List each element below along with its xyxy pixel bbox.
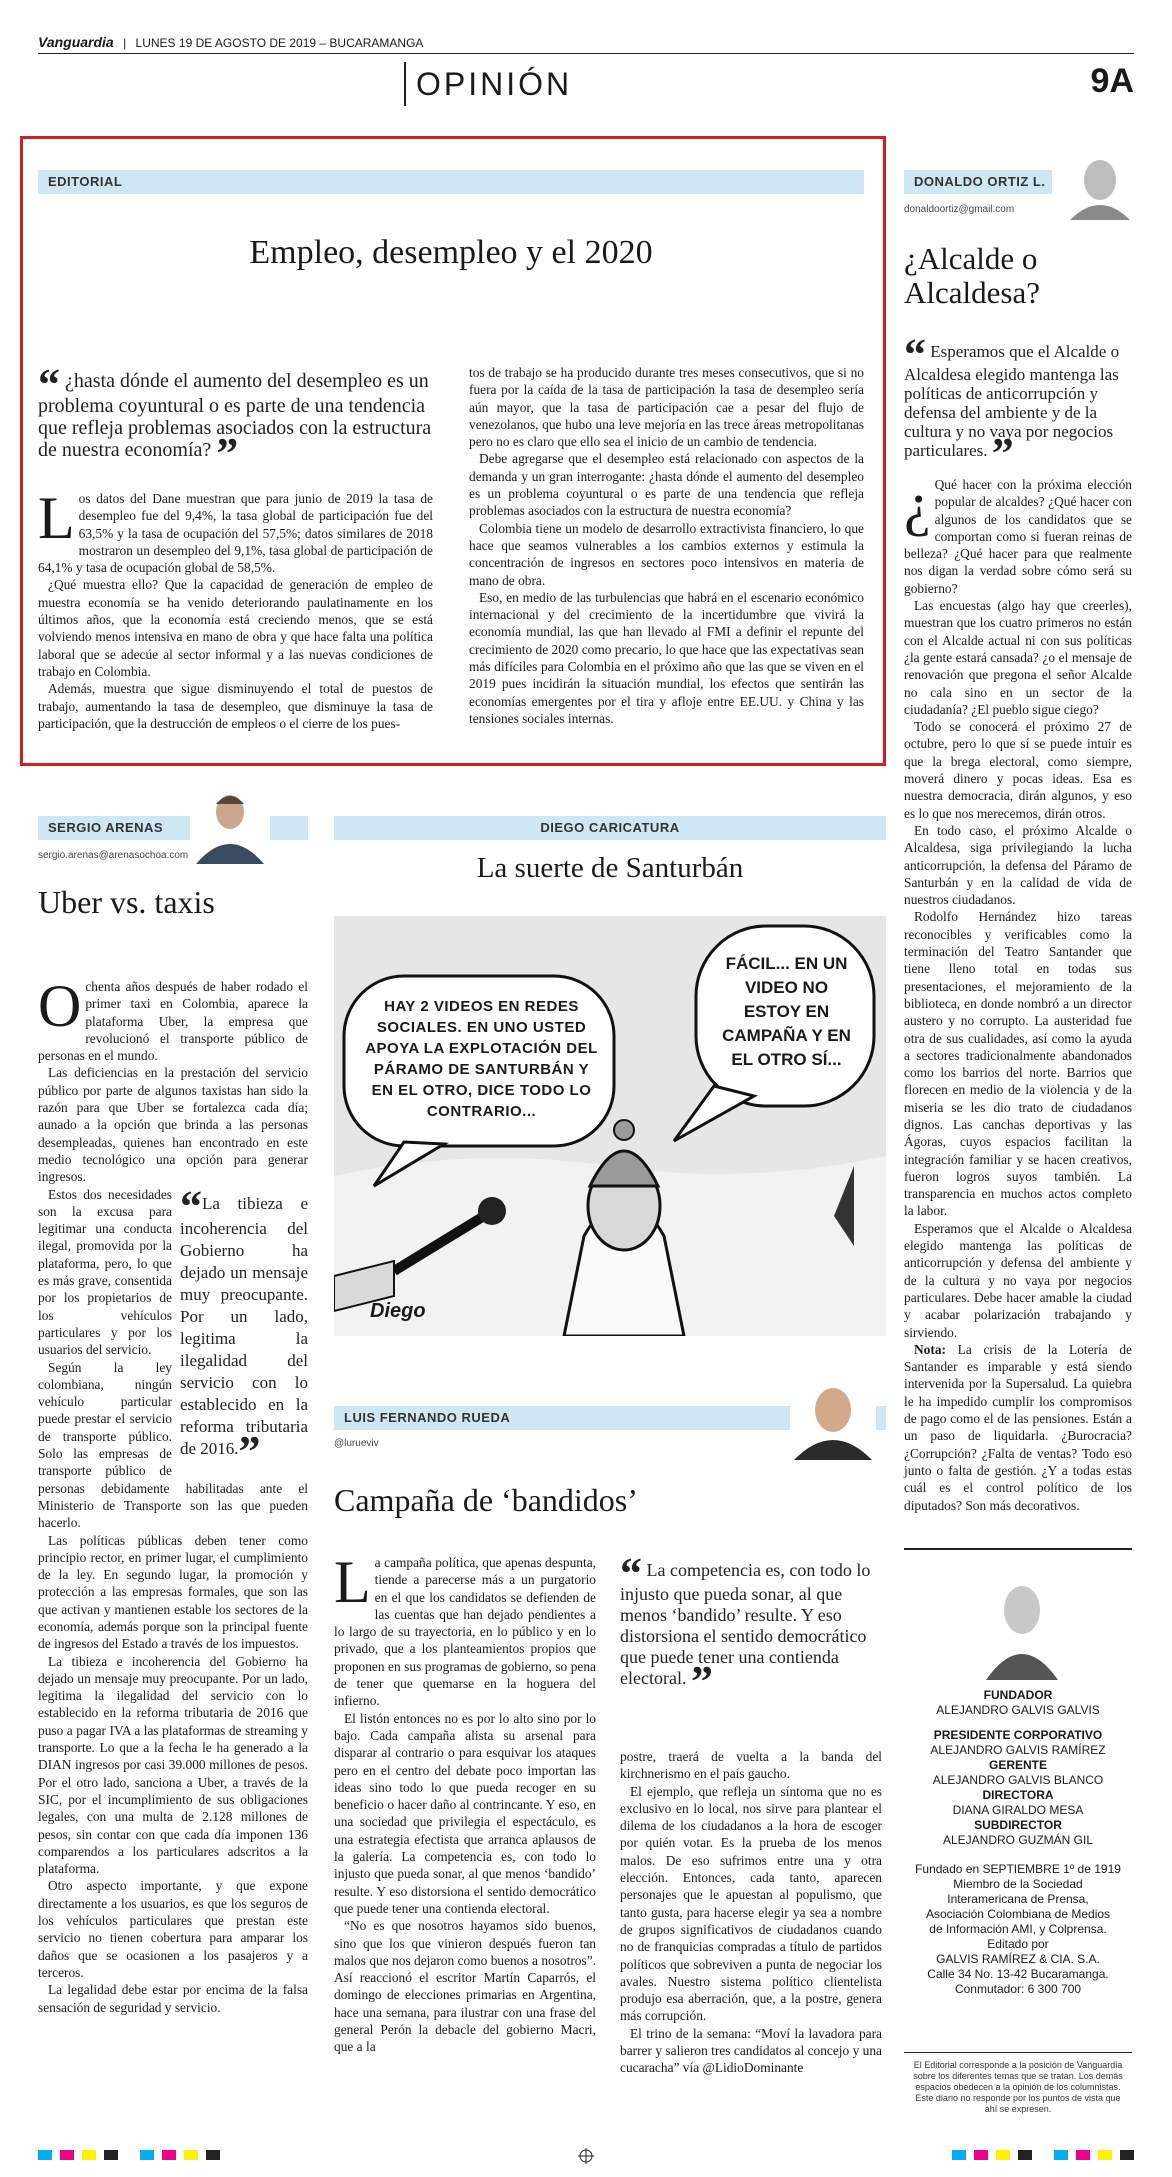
paragraph: Todo se conocerá el próximo 27 de octubre, pero lo que sí se puede intuir es que la brega electoral, como siempre, moverá dinero y pocas ideas. Esa es nuestra democracia, dirán algunos, y eso es lo que nos merecemos, dirán otros. — [904, 719, 1132, 821]
paragraph: Estos dos necesidades son la excusa para legitimar una conducta ilegal, promovida por la plataforma, pero, lo que es más grave, consentida por los propietarios de los vehículos particulares y por los usuarios del servicio. — [38, 1186, 172, 1358]
staff-box — [904, 1688, 1132, 1997]
close-quote-icon: ” — [238, 1426, 261, 1476]
columnist-photo-ortiz — [1052, 150, 1132, 220]
editorial-label: EDITORIAL — [38, 170, 864, 194]
staff-info: Fundado en SEPTIEMBRE 1º de 1919 — [915, 1862, 1121, 1876]
paragraph: Eso, en medio de las turbulencias que habrá en el escenario económico internacional y del crecimiento de la incertidumbre que vivirá la economía mundial, las que han llevado al FMI a definir el repunte del crecimiento de 2020 como precario, lo que hace que las expectativas sean más difíciles para Colombia en el próximo año que las que se viven en el 2019 pues incidirán la situación mundial, los efectos que sentirán las economías emergentes por el tira y afloje entre EE.UU. y China y las tensiones sociales internas. — [469, 589, 864, 726]
staff-name: ALEJANDRO GALVIS BLANCO — [932, 1773, 1104, 1787]
columnist-handle-rueda: @lurueviv — [334, 1438, 379, 1449]
pullquote-arenas — [180, 1181, 308, 1476]
paragraph: ¿Qué muestra ello? Que la capacidad de generación de empleo de muestra economía se ha venido deteriorando paulatinamente en los últimos años, que la economía está creciendo menos, que se está volviendo menos intensiva en mano de obra y que hace falta una política laboral que se adecúe al sector informal y a las nuevas condiciones de trabajo en Colombia. — [38, 577, 433, 679]
dropcap: L — [38, 485, 75, 551]
registration-mark-icon — [578, 2148, 594, 2164]
columnist-email-arenas: sergio.arenas@arenasochoa.com — [38, 850, 189, 861]
paragraph: El listón entonces no es por lo alto sino por lo bajo. Cada campaña alista su arsenal para disparar al contrario o para esquivar los ataques pero en el centro del debate poco importan las ideas sino todo lo que pueda recoger en su beneficio o hacer daño al contrincante. Y eso, en una sociedad que privilegia el espectáculo, es una estrategia efectista que arranca aplausos de la galería. La competencia es, con todo lo injusto que pueda sonar, al que menos ‘bandido’ resulte. Y eso distorsiona el sentido democrático que puede tener una contienda electoral. — [334, 1710, 596, 1916]
paragraph: En todo caso, el próximo Alcalde o Alcaldesa, siga privilegiando la lucha anticorrupción, la defensa del Páramo de Santurbán y en la calidad de vida de nuestros ciudadanos. — [904, 822, 1132, 908]
columnist-label-rueda: LUIS FERNANDO RUEDA — [334, 1406, 886, 1430]
disclaimer: El Editorial corresponde a la posición de Vanguardia sobre los diferentes temas que se tratan. Los demás espacios obedecen a la opinión de los columnistas. Este diario no responde por los puntos de vista que ahí se expresen. — [913, 2060, 1123, 2114]
column-body-rueda-1 — [334, 1549, 596, 2056]
open-quote-icon: “ — [38, 360, 60, 409]
staff-name: ALEJANDRO GUZMÁN GIL — [942, 1833, 1094, 1847]
pullquote-text: Esperamos que el Alcalde o Alcaldesa elegido mantenga las políticas de anticorrupción y defensa del ambiente y de la cultura y no vaya por negocios particulares. — [904, 342, 1120, 460]
columnist-email-ortiz: donaldoortiz@gmail.com — [904, 204, 1015, 215]
staff-role: FUNDADOR — [983, 1688, 1053, 1702]
columnist-label-ortiz: DONALDO ORTIZ L. — [904, 170, 1132, 194]
column-title-rueda: Campaña de ‘bandidos’ — [334, 1482, 638, 1518]
staff-info: Miembro de la Sociedad — [953, 1877, 1083, 1891]
paragraph: Las políticas públicas deben tener como principio rector, en primer lugar, el cumplimiento de la ley. En segundo lugar, la promoción y protección a las empresas formales, que son las que activan y mantienen estable los sectores de la economía, además porque son la principal fuente de ingresos del Estado a través de los impuestos. — [38, 1532, 308, 1652]
paragraph: Esperamos que el Alcalde o Alcaldesa elegido mantenga las políticas de anticorrupción y defensa del ambiente y de la cultura y no vaya por negocios particulares. Debe hacer amable la ciudad y acabar polarización trabajando y sirviendo. — [904, 1220, 1132, 1340]
pullquote-text: ¿hasta dónde el aumento del desempleo es un problema coyuntural o es parte de una tendencia que refleja problemas asociados con la estructura de nuestra economía? — [38, 370, 432, 461]
paragraph: “No es que nosotros hayamos sido buenos, sino que los que vinieron después fueron tan malos que nos dejaron como buenos a nosotros”. Así reaccionó el escritor Martín Caparrós, el domingo de elecciones primarias en Argentina, hace una semana, para ilustrar con una frase del general Perón la debacle del gobierno Macri, que a la — [334, 1918, 596, 2055]
staff-rule — [904, 1548, 1132, 1550]
staff-name: DIANA GIRALDO MESA — [952, 1803, 1084, 1817]
paragraph: Las encuestas (algo hay que creerles), muestran que los cuatro primeros no están con el Alcalde actual ni con sus políticas ¿la gente estará cansada? ¿o el mensaje de renovación que pregona el señor Alcalde no cala sino en un sector de la ciudadanía? ¿El pueblo sigue ciego? — [904, 598, 1132, 717]
staff-role: DIRECTORA — [982, 1788, 1054, 1802]
dropcap: L — [334, 1549, 371, 1615]
speech-bubble-2: FÁCIL... EN UN VIDEO NO ESTOY EN CAMPAÑA Y EN EL OTRO SÍ... — [722, 954, 851, 1069]
edition-date: LUNES 19 DE AGOSTO DE 2019 – BUCARAMANGA — [135, 36, 424, 50]
paragraph: Qué hacer con la próxima elección popular de alcaldes? ¿Qué hacer con algunos de los candidatos que se comportan como si fueran reinas de belleza? ¿Qué hacer para que realmente nos digan la verdad sobre cómo será su gobierno? — [904, 477, 1132, 596]
staff-name: ALEJANDRO GALVIS GALVIS — [936, 1703, 1100, 1717]
masthead: Vanguardia | LUNES 19 DE AGOSTO DE 2019 – BUCARAMANGA — [38, 34, 424, 50]
editorial-col-1 — [38, 485, 433, 732]
close-quote-icon: ” — [991, 429, 1014, 478]
staff-info: Calle 34 No. 13-42 Bucaramanga. — [927, 1967, 1109, 1981]
dropcap: ¿ — [904, 471, 931, 537]
note-label: Nota: — [914, 1341, 946, 1357]
staff-role: PRESIDENTE CORPORATIVO — [933, 1728, 1103, 1742]
close-quote-icon: ” — [690, 1657, 713, 1706]
pullquote-text: La tibieza e incoherencia del Gobierno ha dejado un mensaje muy preocupante. Por un lado, legitima la ilegalidad del servicio con lo establecido en la reforma tributaria de 2016. — [180, 1193, 308, 1458]
disclaimer-rule — [904, 2052, 1132, 2053]
paragraph: postre, traerá de vuelta a la banda del kirchnerismo en el país gaucho. — [620, 1749, 882, 1782]
paragraph: Las deficiencias en la prestación del servicio público por parte de algunos taxistas han sido la razón para que Uber se fortalezca cada día; aunado a la opción que brinda a las personas desempleadas, quienes han encontrado en este medio tecnológico una opción para generar ingresos. — [38, 1065, 308, 1185]
cartoon-title: La suerte de Santurbán — [476, 852, 744, 884]
paragraph: Rodolfo Hernández hizo tareas reconocibles y verificables como la terminación del Teatro Santander que tiene lleno total en todas sus presentaciones, el mejoramiento de la biblioteca, en donde nombró a un director austero y no corrupto. La austeridad fue otra de sus cualidades, así como la ayuda a sectores tradicionalmente abandonados como los barrios del norte. Barrios que florecen en medio de la violencia y de la miseria se les dio trato de ciudadanos dignos. Las canchas deportivas y las Ágoras, cuyos espacios facilitan la integración familiar y se hacen creativos, fueron logros suyos también. La transparencia en muchos actos completo la labor. — [904, 909, 1132, 1219]
pullquote-ortiz — [904, 330, 1132, 478]
paragraph: La crisis de la Lotería de Santander es imparable y está siendo intervenida por la Supersalud. La quiebra le ha impedido cumplir los compromisos de pago como el de las pensiones. Están a un paso de liquidarla. ¿Burocracia? ¿Corrupción? ¿Falta de ventas? Todo eso junto o falta de gestión. ¿Y a todas estas cuál es el control político de los diputados? Son más decorativos. — [904, 1341, 1132, 1513]
staff-name: ALEJANDRO GALVIS RAMÍREZ — [930, 1743, 1106, 1757]
pullquote-rueda — [620, 1549, 882, 1706]
open-quote-icon: “ — [620, 1549, 642, 1598]
open-quote-icon: “ — [904, 330, 926, 379]
column-title-arenas: Uber vs. taxis — [38, 884, 215, 920]
column-body-arenas — [38, 973, 308, 2016]
print-color-bar — [0, 2150, 1172, 2164]
staff-info: Asociación Colombiana de Medios — [925, 1907, 1111, 1921]
staff-info: Editado por — [987, 1937, 1049, 1951]
paragraph: a campaña política, que apenas despunta, tiende a parecerse más a un purgatorio en el que los candidatos se defienden de las cuentas que han dejado pendientes a lo largo de su trayectoria, en lo público y en lo privado, que a los planteamientos propios que proponen en sus programas de gobierno, so pena de tener que quemarse en la hoguera del infierno. — [334, 1555, 596, 1709]
close-quote-icon: ” — [216, 429, 239, 478]
pullquote-text: La competencia es, con todo lo injusto que pueda sonar, al que menos ‘bandido’ resulte. Y eso distorsiona el sentido democrático que puede tener una contienda electoral. — [620, 1560, 871, 1688]
paragraph: La tibieza e incoherencia del Gobierno ha dejado un mensaje muy preocupante. Por un lado, legitima la ilegalidad del servicio con lo establecido en la reforma tributaria de 2016 que puso a pagar IVA a las plataformas de streaming y transporte. Lo que a la fecha le ha generado a la DIAN ingresos por casi 39.000 millones de pesos. Por el otro lado, sanciona a Uber, a través de la SIC, por el incumplimiento de sus obligaciones legales, con una multa de 2.128 millones de pesos, sin contar con que cada día imponen 136 comparendos a los particulares adscritos a la plataforma. — [38, 1653, 308, 1877]
paragraph: Debe agregarse que el desempleo está relacionado con aspectos de la demanda y un gran interrogante: ¿hasta dónde el aumento del desempleo es un problema coyuntural o es parte de una tendencia que refleja problemas asociados con la estructura de nuestra economía? — [469, 451, 864, 519]
cartoonist-signature: Diego — [370, 1300, 426, 1322]
staff-info: GALVIS RAMÍREZ & CIA. S.A. — [936, 1952, 1100, 1966]
column-body-rueda-2 — [620, 1748, 882, 2077]
column-title-ortiz: ¿Alcalde o Alcaldesa? — [904, 241, 1040, 310]
paragraph: La legalidad debe estar por encima de la falsa sensación de seguridad y servicio. — [38, 1982, 308, 2015]
paragraph: Según la ley colombiana, ningún vehículo particular puede prestar el servicio de transporte público. Solo las empresas de transporte público de personas debidamente habilitadas ante el Ministerio de Transporte son las que pueden hacerlo. — [38, 1359, 308, 1531]
speech-bubble-1: HAY 2 VIDEOS EN REDES SOCIALES. EN UNO USTED APOYA LA EXPLOTACIÓN DEL PÁRAMO DE SANTURBÁN Y EN EL OTRO, DICE TODO LO CONTRARIO... — [365, 998, 598, 1120]
paragraph: os datos del Dane muestran que para junio de 2019 la tasa de desempleo fue del 9,4%, la tasa global de participación fue del 63,5% y la tasa de ocupación del 57,5%; datos similares de 2018 mostraron un desempleo del 9,1%, tasa global de participación de 64,1% y tasa de ocupación global de 58,5%. — [38, 491, 433, 576]
open-quote-icon: “ — [180, 1181, 202, 1231]
section-title: OPINIÓN — [404, 62, 572, 106]
paragraph: tos de trabajo se ha producido durante tres meses consecutivos, que si no fuera por la caída de la tasa de participación la tasa de desempleo sería aún mayor, que la tasa de participación cae a pesar del flujo de venezolanos, que hubo una leve mejoría en las trece áreas metropolitanas pero no es claro que ello sea el inicio de un cambio de tendencia. — [469, 365, 864, 450]
paragraph: El trino de la semana: “Moví la lavadora para barrer y salieron tres candidatos al concejo y una cucaracha” vía @LidioDominante — [620, 2025, 882, 2076]
column-body-ortiz — [904, 471, 1132, 1514]
paragraph: Colombia tiene un modelo de desarrollo extractivista financiero, lo que hace que seamos vulnerables a los cambios externos y estimula la concentración de ingresos en sectores poco intensivos en materia de mano de obra. — [469, 520, 864, 588]
paragraph: El ejemplo, que refleja un síntoma que no es exclusivo en lo local, nos sirve para plantear el dilema de los ciudadanos a la hora de escoger por quién votar. Es la prueba de los menos malos. De eso sufrimos entre una y otra elección. Entonces, cada tanto, aparecen personajes que le apuestan al populismo, que tanto gusta, para hacerse elegir ya sea a nombre de grupos significativos de ciudadanos cuando no de franquicias compradas a título de partidos políticos que sobreviven a punta de negociar los avales. Nuestro sistema político clientelista produjo esa aberración, que, a la postre, genera más corrupción. — [620, 1783, 882, 2024]
paragraph: Otro aspecto importante, y que expone directamente a los usuarios, es que los seguros de los vehículos particulares que prestan este servicio no tienen cobertura para amparar los daños que se ocasionen a los pasajeros y a terceros. — [38, 1878, 308, 1980]
staff-role: GERENTE — [988, 1758, 1047, 1772]
editorial-title: Empleo, desempleo y el 2020 — [249, 234, 653, 271]
cartoon-label: DIEGO CARICATURA — [334, 816, 886, 840]
columnist-photo-rueda — [790, 1380, 876, 1460]
top-rule — [38, 53, 1134, 54]
paragraph: Además, muestra que sigue disminuyendo el total de puestos de trabajo, aumentando la tasa de desempleo, que disminuye la tasa de participación, que la destrucción de empleos o el cierre de los pues- — [38, 681, 433, 731]
staff-info: Interamericana de Prensa, — [947, 1892, 1089, 1906]
staff-info: de Información AMI, y Colprensa. — [929, 1922, 1107, 1936]
founder-photo — [982, 1570, 1062, 1680]
columnist-photo-arenas — [190, 784, 270, 864]
paragraph: chenta años después de haber rodado el primer taxi en Colombia, aparece la plataforma Uber, la empresa que revolucionó el transporte público de personas en el mundo. — [38, 979, 308, 1064]
dropcap: O — [38, 973, 82, 1039]
page-number: 9A — [1090, 62, 1134, 100]
editorial-pullquote — [38, 360, 433, 478]
staff-role: SUBDIRECTOR — [974, 1818, 1062, 1832]
staff-info: Conmutador: 6 300 700 — [954, 1982, 1082, 1996]
brand-logo: Vanguardia — [38, 34, 114, 50]
cartoon-panel — [334, 916, 886, 1336]
columnist-label-arenas: SERGIO ARENAS — [38, 816, 308, 840]
editorial-col-2 — [469, 364, 864, 727]
